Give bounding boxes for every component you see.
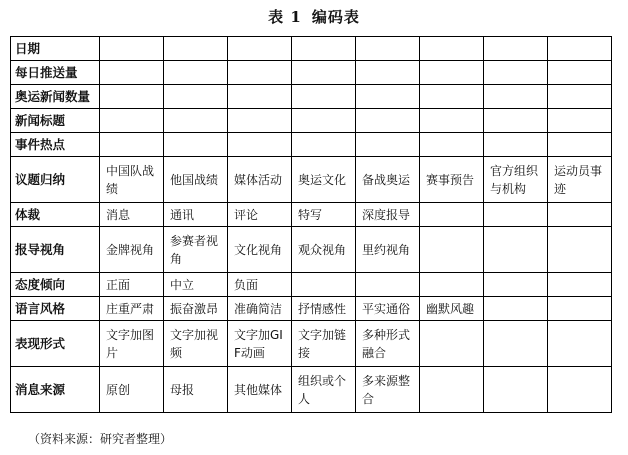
table-cell: 平实通俗 bbox=[356, 297, 420, 321]
table-cell: 中立 bbox=[164, 273, 228, 297]
table-cell bbox=[356, 133, 420, 157]
table-row bbox=[11, 203, 612, 227]
table-cell: 金牌视角 bbox=[100, 227, 164, 273]
table-cell: 观众视角 bbox=[292, 227, 356, 273]
row-header: 日期 bbox=[11, 37, 100, 61]
row-header: 语言风格 bbox=[11, 297, 100, 321]
table-cell bbox=[100, 85, 164, 109]
table-cell: 消息 bbox=[100, 203, 164, 227]
table-cell: 奥运文化 bbox=[292, 157, 356, 203]
table-cell bbox=[100, 61, 164, 85]
table-cell: 中国队战绩 bbox=[100, 157, 164, 203]
table-cell bbox=[548, 133, 612, 157]
table-cell bbox=[548, 61, 612, 85]
table-cell bbox=[548, 227, 612, 273]
row-header: 体裁 bbox=[11, 203, 100, 227]
coding-table bbox=[10, 36, 612, 413]
row-header: 报导视角 bbox=[11, 227, 100, 273]
table-cell bbox=[420, 133, 484, 157]
table-cell: 文字加链接 bbox=[292, 321, 356, 367]
table-cell bbox=[228, 85, 292, 109]
table-cell bbox=[100, 37, 164, 61]
table-cell bbox=[548, 367, 612, 413]
table-cell bbox=[420, 61, 484, 85]
table-cell bbox=[420, 227, 484, 273]
table-row bbox=[11, 321, 612, 367]
table-cell: 文化视角 bbox=[228, 227, 292, 273]
table-cell bbox=[164, 37, 228, 61]
table-cell bbox=[164, 109, 228, 133]
table-cell bbox=[484, 297, 548, 321]
table-cell: 特写 bbox=[292, 203, 356, 227]
row-header: 事件热点 bbox=[11, 133, 100, 157]
table-cell bbox=[548, 273, 612, 297]
table-cell: 多来源整合 bbox=[356, 367, 420, 413]
table-row bbox=[11, 227, 612, 273]
table-cell bbox=[292, 61, 356, 85]
table-cell: 多种形式融合 bbox=[356, 321, 420, 367]
table-cell bbox=[100, 133, 164, 157]
table-row bbox=[11, 133, 612, 157]
row-header: 态度倾向 bbox=[11, 273, 100, 297]
table-row bbox=[11, 109, 612, 133]
table-cell bbox=[356, 273, 420, 297]
table-row bbox=[11, 157, 612, 203]
table-row bbox=[11, 273, 612, 297]
table-cell bbox=[292, 37, 356, 61]
table-number: 表 1 bbox=[268, 8, 302, 26]
table-cell bbox=[548, 297, 612, 321]
table-cell: 准确简洁 bbox=[228, 297, 292, 321]
table-cell: 振奋激昂 bbox=[164, 297, 228, 321]
table-cell: 正面 bbox=[100, 273, 164, 297]
table-cell: 运动员事迹 bbox=[548, 157, 612, 203]
table-cell bbox=[484, 61, 548, 85]
table-cell: 评论 bbox=[228, 203, 292, 227]
table-cell: 文字加GIF动画 bbox=[228, 321, 292, 367]
table-title bbox=[0, 6, 628, 27]
table-cell bbox=[484, 273, 548, 297]
row-header: 奥运新闻数量 bbox=[11, 85, 100, 109]
table-cell bbox=[420, 37, 484, 61]
table-cell bbox=[164, 85, 228, 109]
table-cell bbox=[420, 85, 484, 109]
source-note: （资料来源：研究者整理） bbox=[28, 432, 173, 446]
table-cell bbox=[356, 109, 420, 133]
table-cell bbox=[548, 85, 612, 109]
table-cell: 负面 bbox=[228, 273, 292, 297]
table-cell bbox=[484, 37, 548, 61]
table-cell bbox=[548, 109, 612, 133]
table-row bbox=[11, 367, 612, 413]
table-cell bbox=[292, 273, 356, 297]
table-cell: 组织或个人 bbox=[292, 367, 356, 413]
table-cell bbox=[484, 203, 548, 227]
table-cell: 深度报导 bbox=[356, 203, 420, 227]
table-cell bbox=[164, 61, 228, 85]
table-cell: 庄重严肃 bbox=[100, 297, 164, 321]
row-header: 表现形式 bbox=[11, 321, 100, 367]
table-row bbox=[11, 61, 612, 85]
row-header: 议题归纳 bbox=[11, 157, 100, 203]
table-cell bbox=[484, 133, 548, 157]
row-header: 消息来源 bbox=[11, 367, 100, 413]
table-cell bbox=[484, 321, 548, 367]
table-title-text: 编码表 bbox=[311, 8, 360, 26]
table-cell bbox=[164, 133, 228, 157]
table-row bbox=[11, 85, 612, 109]
table-cell: 官方组织与机构 bbox=[484, 157, 548, 203]
table-cell bbox=[292, 85, 356, 109]
table-cell bbox=[548, 203, 612, 227]
table-cell bbox=[484, 109, 548, 133]
table-cell bbox=[484, 367, 548, 413]
table-cell bbox=[548, 37, 612, 61]
table-cell bbox=[100, 109, 164, 133]
table-cell bbox=[292, 133, 356, 157]
table-cell: 母报 bbox=[164, 367, 228, 413]
table-cell: 参赛者视角 bbox=[164, 227, 228, 273]
table-cell bbox=[420, 321, 484, 367]
table-cell bbox=[228, 37, 292, 61]
table-cell bbox=[356, 85, 420, 109]
table-cell bbox=[420, 273, 484, 297]
table-cell: 备战奥运 bbox=[356, 157, 420, 203]
table-cell: 媒体活动 bbox=[228, 157, 292, 203]
row-header: 每日推送量 bbox=[11, 61, 100, 85]
row-header: 新闻标题 bbox=[11, 109, 100, 133]
table-cell bbox=[356, 61, 420, 85]
table-cell bbox=[228, 109, 292, 133]
coding-table-body bbox=[11, 37, 612, 413]
table-cell bbox=[356, 37, 420, 61]
table-cell: 他国战绩 bbox=[164, 157, 228, 203]
table-cell bbox=[420, 367, 484, 413]
table-cell bbox=[228, 133, 292, 157]
table-cell: 文字加视频 bbox=[164, 321, 228, 367]
table-cell bbox=[548, 321, 612, 367]
table-cell: 通讯 bbox=[164, 203, 228, 227]
table-row bbox=[11, 297, 612, 321]
table-cell bbox=[292, 109, 356, 133]
table-cell: 文字加图片 bbox=[100, 321, 164, 367]
table-cell: 抒情感性 bbox=[292, 297, 356, 321]
table-cell bbox=[420, 203, 484, 227]
table-cell: 其他媒体 bbox=[228, 367, 292, 413]
table-cell bbox=[484, 227, 548, 273]
table-cell bbox=[420, 109, 484, 133]
table-cell: 里约视角 bbox=[356, 227, 420, 273]
table-cell bbox=[228, 61, 292, 85]
table-cell: 幽默风趣 bbox=[420, 297, 484, 321]
table-cell bbox=[484, 85, 548, 109]
table-row bbox=[11, 37, 612, 61]
table-cell: 原创 bbox=[100, 367, 164, 413]
table-cell: 赛事预告 bbox=[420, 157, 484, 203]
